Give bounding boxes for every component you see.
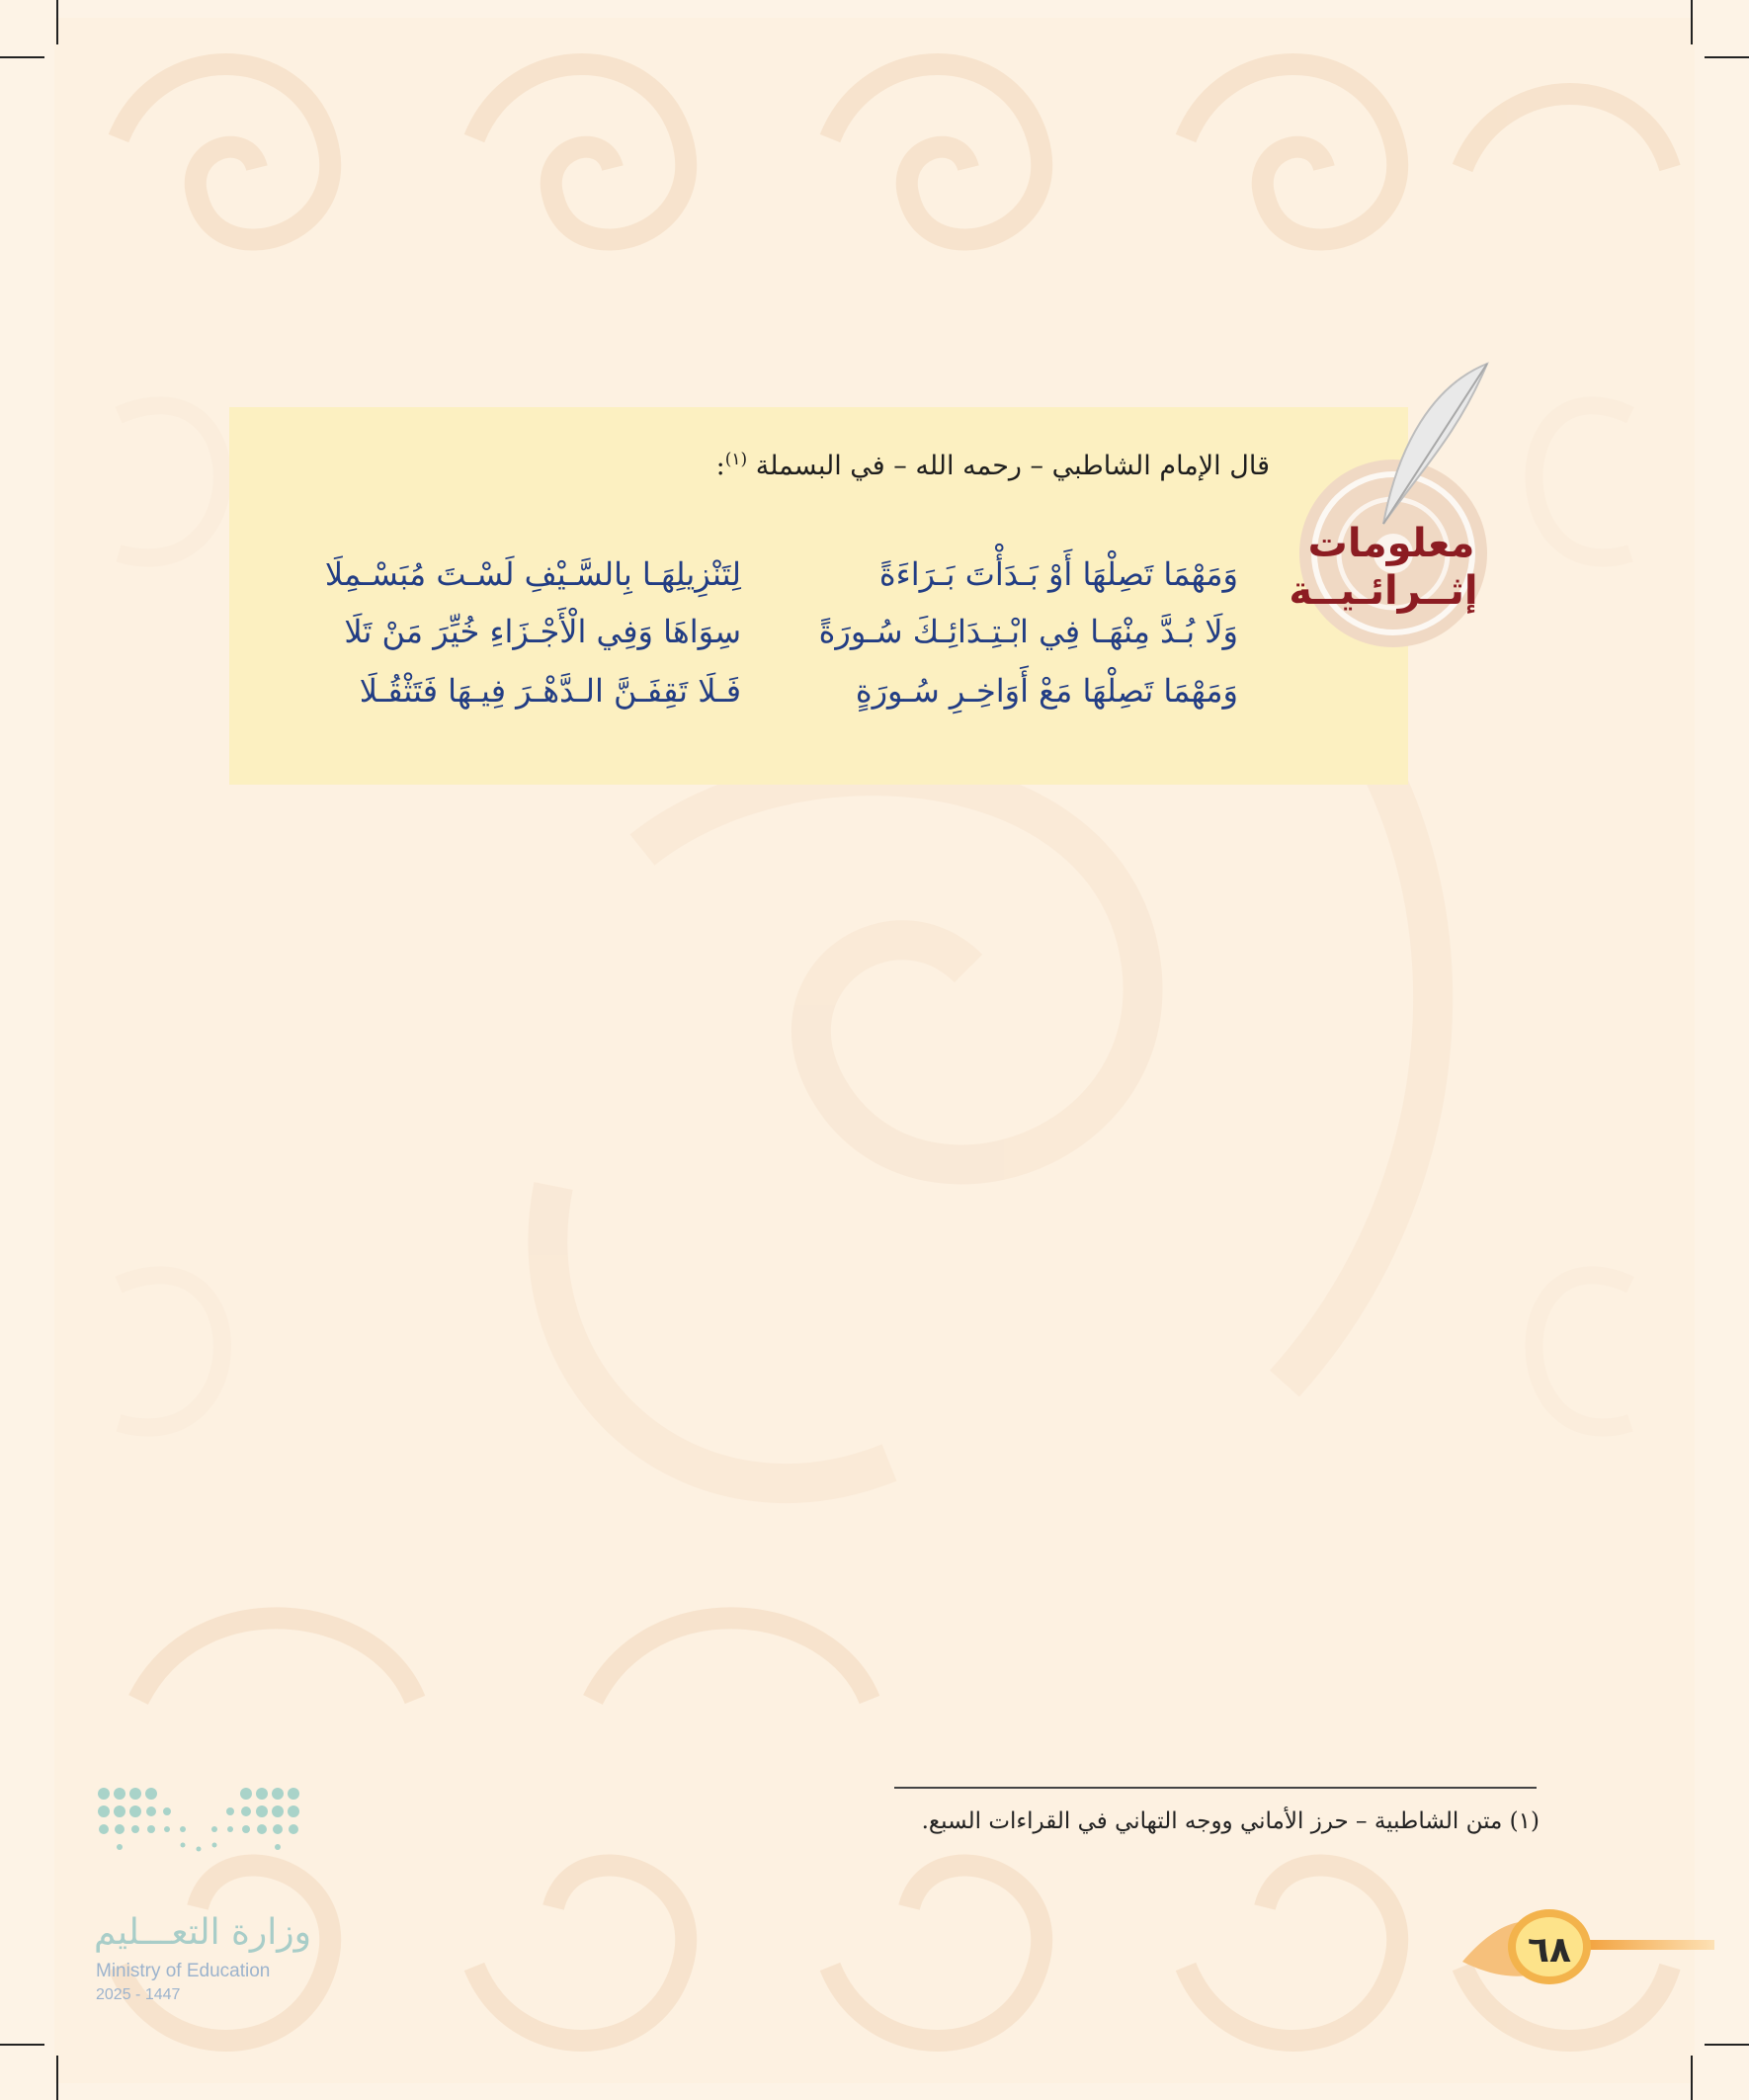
ministry-year: 2025 - 1447 xyxy=(96,1986,181,2003)
crop-mark xyxy=(1705,2044,1749,2046)
verse-1-second: لِتَنْزِيلِهَـا بِالسَّـيْفِ لَسْـتَ مُبَسْـمِلَا xyxy=(324,555,741,593)
ministry-logo xyxy=(94,1774,311,1902)
crop-mark xyxy=(0,2044,44,2046)
verse-3-second: فَـلَا تَقِفَـنَّ الـدَّهْـرَ فِيـهَا فَتَثْقُـلَا xyxy=(359,672,741,710)
footnote-ref: (١) xyxy=(724,450,748,469)
footnote-divider xyxy=(894,1787,1537,1789)
crop-mark xyxy=(1691,0,1693,44)
crop-mark xyxy=(0,56,44,58)
intro-line xyxy=(716,450,1270,481)
verse-2-first: وَلَا بُـدَّ مِنْهَـا فِي ابْـتِـدَائِـكَ سُـورَةً xyxy=(818,613,1238,650)
intro-colon: : xyxy=(715,451,725,481)
footnote xyxy=(922,1808,1540,1834)
verse-1-first: وَمَهْمَا تَصِلْهَا أَوْ بَـدَأْتَ بَـرَاءَةً xyxy=(878,555,1238,593)
crop-mark xyxy=(56,2056,58,2100)
ministry-name-english: Ministry of Education xyxy=(96,1961,271,1981)
badge-title-line2: إثــرائـيــة xyxy=(1289,568,1478,614)
intro-text: قال الإمام الشاطبي – رحمه الله – في البسملة xyxy=(755,451,1270,481)
crop-mark xyxy=(1705,56,1749,58)
footnote-number: (١) xyxy=(1509,1808,1540,1834)
crop-mark xyxy=(1691,2056,1693,2100)
verse-3-first: وَمَهْمَا تَصِلْهَا مَعْ أَوَاخِـرِ سُـورَةٍ xyxy=(855,672,1238,710)
page-number: ٦٨ xyxy=(1528,1930,1571,1971)
footnote-text: متن الشاطبية – حرز الأماني ووجه التهاني في القراءات السبع. xyxy=(921,1808,1503,1834)
verse-2-second: سِوَاهَا وَفِي الْأَجْـزَاءِ خُيِّرَ مَنْ تَلَا xyxy=(344,613,741,650)
crop-mark xyxy=(56,0,58,44)
ministry-name-arabic: وزارة التعـــليم xyxy=(94,1912,312,1953)
badge-title-line1: معلومات xyxy=(1307,521,1475,566)
